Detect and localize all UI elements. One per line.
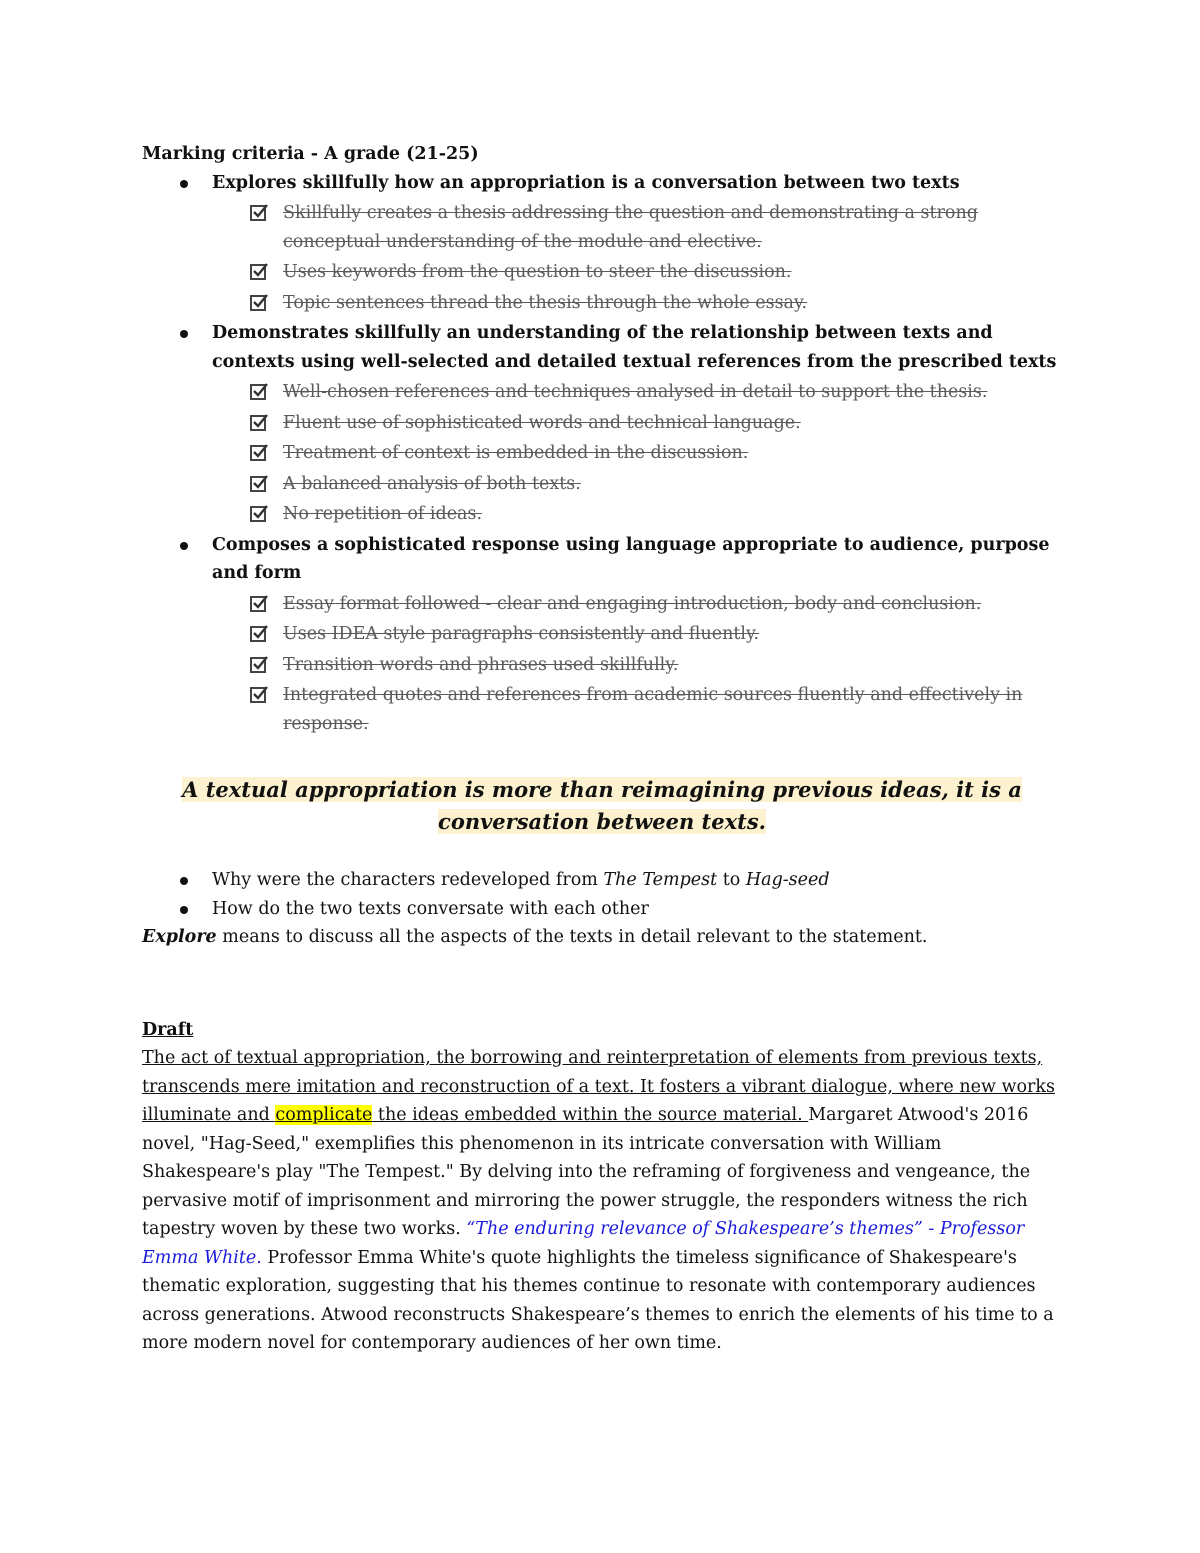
statement-quote <box>142 774 1062 838</box>
checked-box-icon[interactable] <box>250 295 266 311</box>
bullet-dot <box>180 542 188 550</box>
checklist-item-text: Fluent use of sophisticated words and technical language. <box>283 412 801 433</box>
checked-box-icon[interactable] <box>250 657 266 673</box>
checklist-item-text: A balanced analysis of both texts. <box>283 473 581 494</box>
checked-box-icon[interactable] <box>250 476 266 492</box>
checklist-item <box>142 199 1062 256</box>
question-text: Why were the characters redeveloped from <box>212 870 604 890</box>
question-item <box>142 895 1062 924</box>
explore-text: means to discuss all the aspects of the texts in detail relevant to the statement. <box>216 927 928 947</box>
draft-underlined-text: the ideas embedded within the source material. <box>372 1105 809 1125</box>
checklist-item <box>142 470 1062 499</box>
checklist-item <box>142 258 1062 287</box>
checked-box-icon[interactable] <box>250 687 266 703</box>
title-the-tempest: The Tempest <box>603 870 718 890</box>
checked-box-icon[interactable] <box>250 506 266 522</box>
checked-box-icon[interactable] <box>250 596 266 612</box>
draft-text: Margaret Atwood's 2016 novel, "Hag-Seed," exemplifies this phenomenon in its intricate conversation with William Shakespeare's play "The Tempest." By delving into the reframing of forgiveness and vengeance, the pervasive motif of imprisonment and mirroring the power struggle, the responders witness the rich tapestry woven by these two works. <box>142 1105 1031 1239</box>
checklist-item <box>142 590 1062 619</box>
checklist-item <box>142 409 1062 438</box>
question-text: to <box>717 870 746 890</box>
criteria-group <box>142 531 1062 588</box>
checklist-item <box>142 651 1062 680</box>
question-list <box>142 866 1062 923</box>
draft-heading: Draft <box>142 1019 194 1040</box>
checklist-item-text: Skillfully creates a thesis addressing the question and demonstrating a strong conceptual understanding of the module and elective. <box>283 203 978 252</box>
draft-highlighted-word: complicate <box>275 1105 373 1125</box>
criteria-list <box>142 169 1062 739</box>
title-hag-seed: Hag-seed <box>745 870 830 890</box>
bullet-dot <box>180 906 188 914</box>
checked-box-icon[interactable] <box>250 445 266 461</box>
checklist-item-text: Essay format followed - clear and engaging introduction, body and conclusion. <box>283 593 982 614</box>
checked-box-icon[interactable] <box>250 205 266 221</box>
bullet-dot <box>180 180 188 188</box>
criteria-group <box>142 319 1062 376</box>
explore-word: Explore <box>142 927 217 947</box>
statement-text: A textual appropriation is more than reimagining previous ideas, it is a conversation between texts. <box>182 777 1022 834</box>
checklist-item-text: Treatment of context is embedded in the discussion. <box>283 443 749 463</box>
checked-box-icon[interactable] <box>250 384 266 400</box>
checklist-item-text: Transition words and phrases used skillfully. <box>283 654 679 675</box>
bullet-dot <box>180 330 188 338</box>
checked-box-icon[interactable] <box>250 415 266 431</box>
checklist-item-text: Uses IDEA style paragraphs consistently and fluently. <box>283 624 760 644</box>
checked-box-icon[interactable] <box>250 626 266 642</box>
checklist-item <box>142 289 1062 318</box>
checklist-item <box>142 681 1062 738</box>
checklist-item <box>142 500 1062 529</box>
criteria-group <box>142 169 1062 198</box>
checklist-item-text: Integrated quotes and references from academic sources fluently and effectively in response. <box>283 685 1023 734</box>
question-text: How do the two texts conversate with each other <box>212 898 649 919</box>
checklist-item <box>142 620 1062 649</box>
criteria-group-title: Demonstrates skillfully an understanding of the relationship between texts and contexts using well-selected and detailed textual references from the prescribed texts <box>212 323 1057 372</box>
criteria-group-title: Composes a sophisticated response using language appropriate to audience, purpose and form <box>212 534 1050 583</box>
draft-paragraph <box>142 1044 1062 1358</box>
checklist-item-text: Topic sentences thread the thesis through the whole essay. <box>283 292 808 313</box>
explore-definition <box>142 923 1062 952</box>
bullet-dot <box>180 877 188 885</box>
checked-box-icon[interactable] <box>250 264 266 280</box>
draft-quote: “The enduring relevance of Shakespeare’s themes” - Professor Emma White. <box>142 1219 1025 1268</box>
checklist-item-text: Uses keywords from the question to steer the discussion. <box>283 262 792 282</box>
criteria-heading: Marking criteria - A grade (21-25) <box>142 144 479 164</box>
checklist-item-text: No repetition of ideas. <box>283 504 483 524</box>
draft-text: Professor Emma White's quote highlights the timeless significance of Shakespeare's thematic exploration, suggesting that his themes continue to resonate with contemporary audiences across generations. Atwood reconstructs Shakespeare’s themes to enrich the elements of his time to a more modern novel for contemporary audiences of her own time. <box>142 1247 1054 1353</box>
checklist-item <box>142 378 1062 407</box>
criteria-group-title: Explores skillfully how an appropriation is a conversation between two texts <box>212 172 960 193</box>
question-item <box>142 866 1062 895</box>
checklist-item-text: Well-chosen references and techniques analysed in detail to support the thesis. <box>283 382 988 402</box>
checklist-item <box>142 439 1062 468</box>
draft-underlined-text: The act of textual appropriation, the borrowing and reinterpretation of elements from previous texts, transcends mere imitation and reconstruction of a text. It fosters a vibrant dialogue, where new works illuminate and <box>142 1048 1055 1125</box>
document-page <box>142 140 1062 1358</box>
